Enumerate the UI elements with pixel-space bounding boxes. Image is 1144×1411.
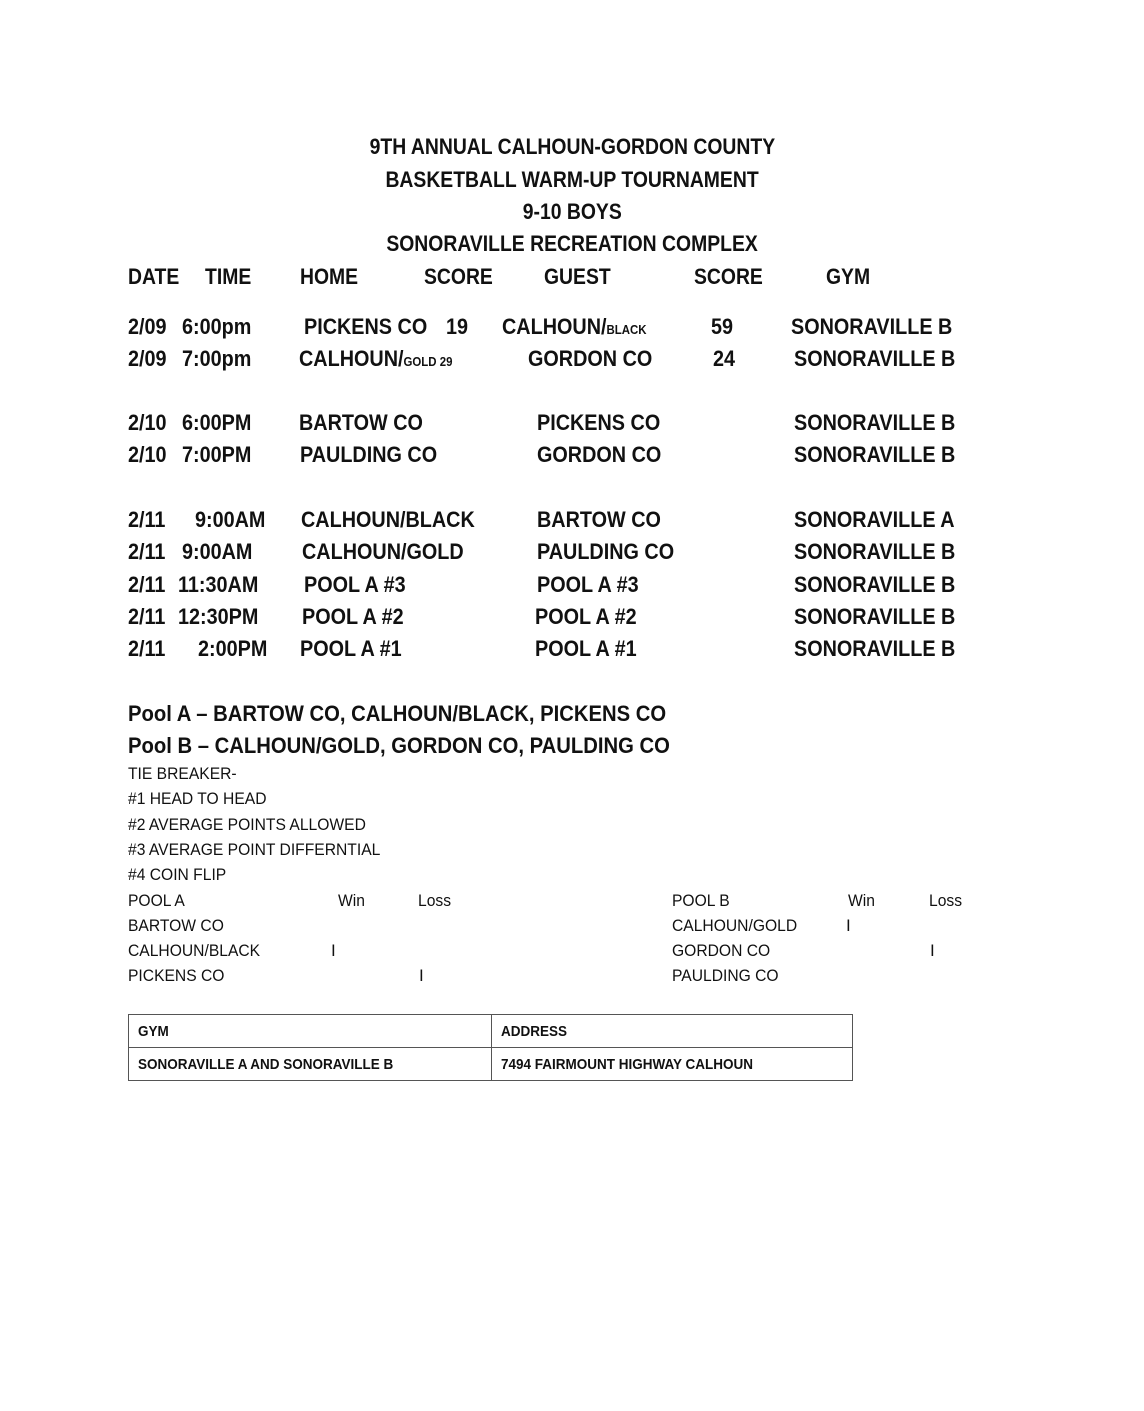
game-guest: GORDON CO [537, 442, 662, 467]
game-home: BARTOW CO [299, 410, 423, 435]
guest-team: CALHOUN/ [502, 314, 607, 339]
game-gym: SONORAVILLE B [791, 314, 953, 339]
game-gym: SONORAVILLE B [794, 410, 956, 435]
gym-table-gym: SONORAVILLE A AND SONORAVILLE B [129, 1048, 492, 1081]
game-date: 2/09 [128, 314, 167, 339]
header-home-score: SCORE [424, 264, 493, 289]
game-home-score: 19 [446, 314, 469, 339]
game-date: 2/10 [128, 442, 167, 467]
game-gym: SONORAVILLE B [794, 572, 956, 597]
standings-pool-label: POOL B [672, 891, 730, 910]
gym-table-row [129, 1048, 853, 1081]
game-guest [502, 314, 647, 340]
game-gym: SONORAVILLE B [794, 604, 956, 629]
game-home: POOL A #2 [302, 604, 404, 629]
tiebreaker-heading: TIE BREAKER- [128, 764, 237, 783]
game-time: 9:00AM [195, 507, 266, 532]
header-guest-score: SCORE [694, 264, 763, 289]
tiebreaker-rule: #1 HEAD TO HEAD [128, 789, 267, 808]
guest-team-suffix: BLACK [606, 322, 647, 337]
home-team: CALHOUN/ [299, 346, 404, 371]
game-guest: PICKENS CO [537, 410, 661, 435]
gym-table-header-row [129, 1015, 853, 1048]
game-home: CALHOUN/GOLD [302, 539, 464, 564]
game-date: 2/11 [128, 507, 166, 532]
game-guest: POOL A #1 [535, 636, 637, 661]
game-guest: PAULDING CO [537, 539, 675, 564]
game-time: 11:30AM [178, 572, 259, 597]
game-time: 12:30PM [178, 604, 259, 629]
header-guest: GUEST [544, 264, 611, 289]
standings-loss-mark: I [930, 941, 935, 960]
standings-team: PICKENS CO [128, 966, 225, 985]
standings-team: CALHOUN/BLACK [128, 941, 261, 960]
game-date: 2/09 [128, 346, 167, 371]
standings-win-header: Win [338, 891, 365, 910]
gym-table-header-address: ADDRESS [492, 1015, 853, 1048]
pool-b-teams: Pool B – CALHOUN/GOLD, GORDON CO, PAULDING CO [128, 733, 670, 758]
game-home: POOL A #3 [304, 572, 406, 597]
game-date: 2/10 [128, 410, 167, 435]
game-guest-score: 24 [713, 346, 736, 371]
title-line-4: SONORAVILLE RECREATION COMPLEX [386, 231, 758, 256]
game-gym: SONORAVILLE B [794, 442, 956, 467]
game-time: 7:00pm [182, 346, 252, 371]
header-home: HOME [300, 264, 359, 289]
game-date: 2/11 [128, 604, 166, 629]
game-guest: POOL A #3 [537, 572, 639, 597]
game-time: 9:00AM [182, 539, 253, 564]
standings-team: GORDON CO [672, 941, 771, 960]
standings-team: BARTOW CO [128, 916, 224, 935]
standings-pool-label: POOL A [128, 891, 185, 910]
game-home: POOL A #1 [300, 636, 402, 661]
game-gym: SONORAVILLE B [794, 346, 956, 371]
title-line-2: BASKETBALL WARM-UP TOURNAMENT [385, 167, 759, 192]
standings-win-header: Win [848, 891, 875, 910]
standings-loss-mark: I [419, 966, 424, 985]
game-date: 2/11 [128, 636, 166, 661]
game-guest-score: 59 [711, 314, 734, 339]
gym-table-address: 7494 FAIRMOUNT HIGHWAY CALHOUN [492, 1048, 853, 1081]
game-home: CALHOUN/BLACK [301, 507, 475, 532]
game-time: 6:00pm [182, 314, 252, 339]
game-time: 6:00PM [182, 410, 252, 435]
game-gym: SONORAVILLE B [794, 539, 956, 564]
game-home [299, 346, 452, 372]
game-guest: BARTOW CO [537, 507, 661, 532]
game-date: 2/11 [128, 539, 166, 564]
header-time: TIME [205, 264, 252, 289]
gym-address-table [128, 1014, 853, 1081]
header-gym: GYM [826, 264, 871, 289]
game-gym: SONORAVILLE A [794, 507, 955, 532]
standings-win-mark: I [846, 916, 851, 935]
home-team-suffix-score: GOLD 29 [403, 354, 453, 369]
game-date: 2/11 [128, 572, 166, 597]
game-home: PAULDING CO [300, 442, 438, 467]
game-guest: POOL A #2 [535, 604, 637, 629]
tiebreaker-rule: #2 AVERAGE POINTS ALLOWED [128, 815, 366, 834]
tiebreaker-rule: #3 AVERAGE POINT DIFFERNTIAL [128, 840, 381, 859]
game-time: 2:00PM [198, 636, 268, 661]
header-date: DATE [128, 264, 180, 289]
title-line-3: 9-10 BOYS [522, 199, 622, 224]
pool-a-teams: Pool A – BARTOW CO, CALHOUN/BLACK, PICKENS CO [128, 701, 667, 726]
standings-loss-header: Loss [929, 891, 963, 910]
game-gym: SONORAVILLE B [794, 636, 956, 661]
standings-team: PAULDING CO [672, 966, 779, 985]
game-guest: GORDON CO [528, 346, 653, 371]
standings-loss-header: Loss [418, 891, 452, 910]
standings-team: CALHOUN/GOLD [672, 916, 798, 935]
gym-table-header-gym: GYM [129, 1015, 492, 1048]
game-time: 7:00PM [182, 442, 252, 467]
game-home: PICKENS CO [304, 314, 428, 339]
tiebreaker-rule: #4 COIN FLIP [128, 865, 227, 884]
title-line-1: 9TH ANNUAL CALHOUN-GORDON COUNTY [369, 134, 775, 159]
standings-win-mark: I [331, 941, 336, 960]
